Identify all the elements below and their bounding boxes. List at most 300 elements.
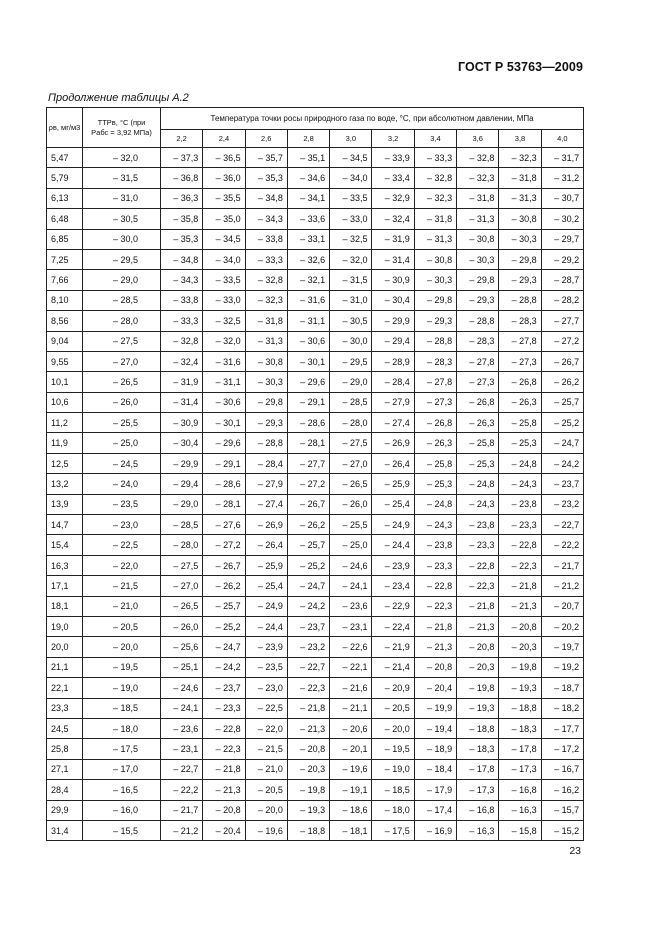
table-row <box>47 148 584 168</box>
dew-point-cell: – 32,3 <box>457 168 499 188</box>
dew-point-cell: – 30,4 <box>372 290 414 310</box>
dew-point-cell: – 30,3 <box>245 372 287 392</box>
rho-cell: 9,04 <box>47 331 83 351</box>
dew-point-cell: – 23,4 <box>372 576 414 596</box>
rho-cell: 6,13 <box>47 188 83 208</box>
dew-point-cell: – 21,3 <box>499 596 541 616</box>
column-header-ttr-line2: Pабс = 3,92 МПа) <box>91 127 152 137</box>
dew-point-cell: – 33,3 <box>414 148 456 168</box>
dew-point-cell: – 23,3 <box>414 555 456 575</box>
dew-point-cell: – 22,3 <box>499 555 541 575</box>
dew-point-cell: – 35,3 <box>161 229 203 249</box>
dew-point-cell: – 24,7 <box>541 433 583 453</box>
dew-point-cell: – 17,7 <box>541 718 583 738</box>
dew-point-cell: – 28,7 <box>541 270 583 290</box>
dew-point-cell: – 31,3 <box>245 331 287 351</box>
dew-point-cell: – 22,6 <box>330 637 372 657</box>
dew-point-cell: – 19,4 <box>414 718 456 738</box>
table-row <box>47 657 584 677</box>
dew-point-cell: – 30,6 <box>203 392 245 412</box>
dew-point-cell: – 27,9 <box>372 392 414 412</box>
dew-point-cell: – 29,9 <box>372 311 414 331</box>
dew-point-cell: – 24,2 <box>203 657 245 677</box>
ttr-cell: – 21,0 <box>83 596 161 616</box>
dew-point-cell: – 21,0 <box>245 759 287 779</box>
dew-point-cell: – 20,4 <box>203 820 245 840</box>
dew-point-cell: – 26,8 <box>457 392 499 412</box>
dew-point-cell: – 31,8 <box>457 188 499 208</box>
dew-point-cell: – 17,3 <box>457 780 499 800</box>
dew-point-cell: – 18,9 <box>414 739 456 759</box>
pressure-header-cell: 2,6 <box>245 130 287 148</box>
dew-point-cell: – 30,3 <box>457 249 499 269</box>
dew-point-cell: – 26,4 <box>245 535 287 555</box>
dew-point-cell: – 19,3 <box>287 800 329 820</box>
ttr-cell: – 24,5 <box>83 453 161 473</box>
dew-point-cell: – 29,8 <box>499 249 541 269</box>
dew-point-cell: – 32,8 <box>245 270 287 290</box>
table-row <box>47 433 584 453</box>
dew-point-cell: – 25,2 <box>287 555 329 575</box>
dew-point-cell: – 30,7 <box>541 188 583 208</box>
dew-point-cell: – 19,1 <box>330 780 372 800</box>
dew-point-cell: – 25,2 <box>203 616 245 636</box>
dew-point-cell: – 33,1 <box>287 229 329 249</box>
dew-point-cell: – 25,9 <box>372 474 414 494</box>
table-row <box>47 759 584 779</box>
dew-point-cell: – 29,8 <box>414 290 456 310</box>
ttr-cell: – 17,0 <box>83 759 161 779</box>
dew-point-cell: – 20,2 <box>541 616 583 636</box>
rho-cell: 18,1 <box>47 596 83 616</box>
dew-point-cell: – 19,0 <box>372 759 414 779</box>
dew-point-cell: – 30,8 <box>414 249 456 269</box>
dew-point-cell: – 34,8 <box>161 249 203 269</box>
dew-point-cell: – 20,8 <box>414 657 456 677</box>
table-row <box>47 820 584 840</box>
dew-point-cell: – 31,3 <box>414 229 456 249</box>
dew-point-cell: – 18,4 <box>414 759 456 779</box>
ttr-cell: – 18,0 <box>83 718 161 738</box>
page-number: 23 <box>569 845 581 857</box>
dew-point-cell: – 23,7 <box>203 678 245 698</box>
dew-point-cell: – 25,7 <box>203 596 245 616</box>
dew-point-cell: – 24,3 <box>414 515 456 535</box>
dew-point-cell: – 27,4 <box>372 413 414 433</box>
pressure-header-cell: 2,2 <box>161 130 203 148</box>
dew-point-cell: – 28,3 <box>499 311 541 331</box>
dew-point-cell: – 18,8 <box>499 698 541 718</box>
dew-point-cell: – 32,8 <box>457 148 499 168</box>
dew-point-cell: – 32,3 <box>414 188 456 208</box>
dew-point-cell: – 27,7 <box>287 453 329 473</box>
rho-cell: 20,0 <box>47 637 83 657</box>
dew-point-cell: – 25,8 <box>414 453 456 473</box>
rho-cell: 7,66 <box>47 270 83 290</box>
dew-point-cell: – 19,2 <box>541 657 583 677</box>
dew-point-cell: – 29,6 <box>203 433 245 453</box>
dew-point-cell: – 19,8 <box>287 780 329 800</box>
dew-point-cell: – 28,8 <box>414 331 456 351</box>
rho-cell: 22,1 <box>47 678 83 698</box>
dew-point-cell: – 34,8 <box>245 188 287 208</box>
ttr-cell: – 20,0 <box>83 637 161 657</box>
dew-point-cell: – 24,6 <box>161 678 203 698</box>
dew-point-cell: – 20,9 <box>372 678 414 698</box>
dew-point-cell: – 22,3 <box>414 596 456 616</box>
dew-point-cell: – 31,8 <box>245 311 287 331</box>
dew-point-cell: – 31,0 <box>330 290 372 310</box>
ttr-cell: – 28,5 <box>83 290 161 310</box>
dew-point-cell: – 21,8 <box>457 596 499 616</box>
dew-point-cell: – 29,8 <box>457 270 499 290</box>
table-row <box>47 596 584 616</box>
rho-cell: 13,9 <box>47 494 83 514</box>
dew-point-cell: – 31,6 <box>287 290 329 310</box>
dew-point-cell: – 33,6 <box>287 209 329 229</box>
table-row <box>47 453 584 473</box>
pressure-header-cell: 3,6 <box>457 130 499 148</box>
rho-cell: 8,10 <box>47 290 83 310</box>
rho-cell: 5,79 <box>47 168 83 188</box>
dew-point-cell: – 24,2 <box>287 596 329 616</box>
ttr-cell: – 25,0 <box>83 433 161 453</box>
dew-point-cell: – 31,8 <box>499 168 541 188</box>
dew-point-cell: – 27,8 <box>414 372 456 392</box>
dew-point-cell: – 17,9 <box>414 780 456 800</box>
dew-point-cell: – 24,2 <box>541 453 583 473</box>
ttr-cell: – 16,0 <box>83 800 161 820</box>
rho-cell: 10,6 <box>47 392 83 412</box>
dew-point-cell: – 28,6 <box>203 474 245 494</box>
dew-point-cell: – 29,3 <box>245 413 287 433</box>
dew-point-cell: – 26,8 <box>499 372 541 392</box>
rho-cell: 31,4 <box>47 820 83 840</box>
dew-point-cell: – 21,7 <box>541 555 583 575</box>
table-row <box>47 678 584 698</box>
dew-point-cell: – 31,7 <box>541 148 583 168</box>
ttr-cell: – 21,5 <box>83 576 161 596</box>
dew-point-cell: – 20,8 <box>287 739 329 759</box>
table-row <box>47 616 584 636</box>
rho-cell: 23,3 <box>47 698 83 718</box>
dew-point-cell: – 22,3 <box>287 678 329 698</box>
dew-point-cell: – 23,7 <box>287 616 329 636</box>
dew-point-cell: – 21,6 <box>330 678 372 698</box>
dew-point-cell: – 27,6 <box>203 515 245 535</box>
ttr-cell: – 16,5 <box>83 780 161 800</box>
dew-point-cell: – 22,8 <box>499 535 541 555</box>
dew-point-cell: – 31,9 <box>161 372 203 392</box>
dew-point-cell: – 35,3 <box>245 168 287 188</box>
dew-point-cell: – 30,6 <box>287 331 329 351</box>
rho-cell: 24,5 <box>47 718 83 738</box>
dew-point-cell: – 16,3 <box>457 820 499 840</box>
table-row <box>47 515 584 535</box>
dew-point-cell: – 21,3 <box>414 637 456 657</box>
dew-point-cell: – 26,0 <box>161 616 203 636</box>
table-row <box>47 249 584 269</box>
dew-point-cell: – 27,5 <box>161 555 203 575</box>
dew-point-cell: – 18,3 <box>499 718 541 738</box>
ttr-cell: – 22,5 <box>83 535 161 555</box>
dew-point-table <box>46 107 584 841</box>
dew-point-cell: – 24,9 <box>372 515 414 535</box>
dew-point-cell: – 24,3 <box>457 494 499 514</box>
rho-cell: 12,5 <box>47 453 83 473</box>
dew-point-cell: – 18,0 <box>372 800 414 820</box>
dew-point-cell: – 33,9 <box>372 148 414 168</box>
dew-point-cell: – 33,5 <box>330 188 372 208</box>
dew-point-cell: – 16,3 <box>499 800 541 820</box>
dew-point-cell: – 33,5 <box>203 270 245 290</box>
dew-point-cell: – 32,4 <box>161 351 203 371</box>
dew-point-cell: – 32,0 <box>203 331 245 351</box>
table-row <box>47 209 584 229</box>
dew-point-cell: – 27,0 <box>330 453 372 473</box>
dew-point-cell: – 32,1 <box>287 270 329 290</box>
dew-point-cell: – 34,5 <box>330 148 372 168</box>
dew-point-cell: – 25,3 <box>414 474 456 494</box>
table-row <box>47 413 584 433</box>
rho-cell: 14,7 <box>47 515 83 535</box>
dew-point-cell: – 26,9 <box>372 433 414 453</box>
column-header-ttr-line1: ТТРв, °С (при <box>97 117 146 127</box>
dew-point-cell: – 33,8 <box>245 229 287 249</box>
dew-point-cell: – 29,3 <box>414 311 456 331</box>
ttr-cell: – 30,5 <box>83 209 161 229</box>
ttr-cell: – 19,5 <box>83 657 161 677</box>
rho-cell: 6,85 <box>47 229 83 249</box>
table-row <box>47 780 584 800</box>
dew-point-cell: – 33,8 <box>161 290 203 310</box>
dew-point-cell: – 19,7 <box>541 637 583 657</box>
dew-point-cell: – 28,0 <box>330 413 372 433</box>
dew-point-cell: – 23,1 <box>161 739 203 759</box>
rho-cell: 7,25 <box>47 249 83 269</box>
dew-point-cell: – 24,7 <box>287 576 329 596</box>
dew-point-cell: – 16,2 <box>541 780 583 800</box>
dew-point-cell: – 31,4 <box>161 392 203 412</box>
dew-point-cell: – 16,7 <box>541 759 583 779</box>
dew-point-cell: – 19,8 <box>457 678 499 698</box>
ttr-cell: – 25,5 <box>83 413 161 433</box>
dew-point-cell: – 34,0 <box>330 168 372 188</box>
dew-point-cell: – 22,8 <box>457 555 499 575</box>
dew-point-cell: – 30,8 <box>245 351 287 371</box>
dew-point-cell: – 25,6 <box>161 637 203 657</box>
dew-point-cell: – 28,4 <box>372 372 414 392</box>
dew-point-cell: – 28,4 <box>245 453 287 473</box>
dew-point-cell: – 30,8 <box>457 229 499 249</box>
dew-point-cell: – 24,8 <box>499 453 541 473</box>
dew-point-cell: – 19,6 <box>330 759 372 779</box>
pressure-header-cell: 3,2 <box>372 130 414 148</box>
dew-point-cell: – 26,7 <box>287 494 329 514</box>
dew-point-cell: – 26,0 <box>330 494 372 514</box>
table-row <box>47 576 584 596</box>
dew-point-cell: – 21,1 <box>330 698 372 718</box>
dew-point-cell: – 22,8 <box>414 576 456 596</box>
dew-point-cell: – 34,6 <box>287 168 329 188</box>
dew-point-cell: – 23,1 <box>330 616 372 636</box>
ttr-cell: – 29,0 <box>83 270 161 290</box>
dew-point-cell: – 36,8 <box>161 168 203 188</box>
dew-point-cell: – 26,5 <box>330 474 372 494</box>
dew-point-cell: – 35,1 <box>287 148 329 168</box>
dew-point-cell: – 35,5 <box>203 188 245 208</box>
dew-point-cell: – 29,3 <box>457 290 499 310</box>
dew-point-cell: – 36,5 <box>203 148 245 168</box>
dew-point-cell: – 32,9 <box>372 188 414 208</box>
ttr-cell: – 18,5 <box>83 698 161 718</box>
dew-point-cell: – 26,8 <box>414 413 456 433</box>
table-row <box>47 800 584 820</box>
dew-point-cell: – 20,3 <box>287 759 329 779</box>
dew-point-cell: – 26,3 <box>499 392 541 412</box>
table-row <box>47 494 584 514</box>
dew-point-cell: – 30,9 <box>372 270 414 290</box>
dew-point-cell: – 37,3 <box>161 148 203 168</box>
dew-point-cell: – 21,3 <box>203 780 245 800</box>
dew-point-cell: – 25,0 <box>330 535 372 555</box>
column-header-rho: ρв, мг/м3 <box>47 108 83 148</box>
rho-cell: 21,1 <box>47 657 83 677</box>
dew-point-cell: – 20,1 <box>330 739 372 759</box>
dew-point-cell: – 23,6 <box>161 718 203 738</box>
dew-point-cell: – 29,5 <box>330 351 372 371</box>
dew-point-cell: – 28,2 <box>541 290 583 310</box>
dew-point-cell: – 22,8 <box>203 718 245 738</box>
dew-point-cell: – 28,5 <box>161 515 203 535</box>
dew-point-cell: – 19,6 <box>245 820 287 840</box>
dew-point-cell: – 18,1 <box>330 820 372 840</box>
dew-point-cell: – 30,4 <box>161 433 203 453</box>
dew-point-cell: – 19,8 <box>499 657 541 677</box>
table-row <box>47 555 584 575</box>
dew-point-cell: – 29,0 <box>161 494 203 514</box>
pressure-header-cell: 2,8 <box>287 130 329 148</box>
table-row <box>47 168 584 188</box>
dew-point-cell: – 22,7 <box>541 515 583 535</box>
dew-point-cell: – 27,0 <box>161 576 203 596</box>
dew-point-cell: – 15,7 <box>541 800 583 820</box>
dew-point-cell: – 23,2 <box>541 494 583 514</box>
dew-point-cell: – 34,1 <box>287 188 329 208</box>
ttr-cell: – 32,0 <box>83 148 161 168</box>
ttr-cell: – 28,0 <box>83 311 161 331</box>
dew-point-cell: – 29,1 <box>287 392 329 412</box>
dew-point-cell: – 31,9 <box>372 229 414 249</box>
dew-point-cell: – 32,3 <box>245 290 287 310</box>
dew-point-cell: – 21,4 <box>372 657 414 677</box>
dew-point-cell: – 30,2 <box>541 209 583 229</box>
dew-point-cell: – 22,0 <box>245 718 287 738</box>
dew-point-cell: – 26,7 <box>541 351 583 371</box>
dew-point-cell: – 36,0 <box>203 168 245 188</box>
dew-point-cell: – 18,6 <box>330 800 372 820</box>
dew-point-cell: – 31,3 <box>457 209 499 229</box>
dew-point-cell: – 23,7 <box>541 474 583 494</box>
dew-point-cell: – 24,3 <box>499 474 541 494</box>
dew-point-cell: – 28,3 <box>414 351 456 371</box>
ttr-cell: – 24,0 <box>83 474 161 494</box>
dew-point-cell: – 24,4 <box>245 616 287 636</box>
dew-point-cell: – 27,3 <box>499 351 541 371</box>
dew-point-cell: – 17,5 <box>372 820 414 840</box>
rho-cell: 15,4 <box>47 535 83 555</box>
dew-point-cell: – 25,8 <box>457 433 499 453</box>
dew-point-cell: – 35,7 <box>245 148 287 168</box>
dew-point-cell: – 23,8 <box>414 535 456 555</box>
dew-point-cell: – 17,3 <box>499 759 541 779</box>
dew-point-cell: – 15,8 <box>499 820 541 840</box>
dew-point-cell: – 31,2 <box>541 168 583 188</box>
ttr-cell: – 26,5 <box>83 372 161 392</box>
dew-point-cell: – 31,1 <box>203 372 245 392</box>
rho-cell: 13,2 <box>47 474 83 494</box>
dew-point-cell: – 23,8 <box>499 494 541 514</box>
dew-point-cell: – 25,7 <box>541 392 583 412</box>
ttr-cell: – 15,5 <box>83 820 161 840</box>
dew-point-cell: – 31,6 <box>203 351 245 371</box>
dew-point-cell: – 33,3 <box>161 311 203 331</box>
ttr-cell: – 17,5 <box>83 739 161 759</box>
dew-point-cell: – 26,2 <box>203 576 245 596</box>
dew-point-cell: – 21,3 <box>287 718 329 738</box>
document-header: ГОСТ Р 53763—2009 <box>457 60 583 74</box>
dew-point-cell: – 20,5 <box>372 698 414 718</box>
dew-point-cell: – 19,5 <box>372 739 414 759</box>
dew-point-cell: – 25,4 <box>245 576 287 596</box>
dew-point-cell: – 18,7 <box>541 678 583 698</box>
dew-point-cell: – 27,2 <box>203 535 245 555</box>
dew-point-cell: – 24,1 <box>330 576 372 596</box>
dew-point-cell: – 27,2 <box>541 331 583 351</box>
rho-cell: 28,4 <box>47 780 83 800</box>
dew-point-cell: – 25,5 <box>330 515 372 535</box>
dew-point-cell: – 20,4 <box>414 678 456 698</box>
dew-point-cell: – 23,9 <box>372 555 414 575</box>
dew-point-cell: – 32,0 <box>330 249 372 269</box>
dew-point-cell: – 25,8 <box>499 413 541 433</box>
dew-point-cell: – 20,0 <box>245 800 287 820</box>
dew-point-cell: – 18,5 <box>372 780 414 800</box>
column-header-ttr <box>83 108 161 148</box>
dew-point-cell: – 30,9 <box>161 413 203 433</box>
table-row <box>47 311 584 331</box>
dew-point-cell: – 32,8 <box>414 168 456 188</box>
dew-point-cell: – 27,8 <box>457 351 499 371</box>
table-row <box>47 229 584 249</box>
rho-cell: 19,0 <box>47 616 83 636</box>
table-row <box>47 290 584 310</box>
dew-point-cell: – 29,6 <box>287 372 329 392</box>
dew-point-cell: – 21,8 <box>203 759 245 779</box>
dew-point-cell: – 27,7 <box>541 311 583 331</box>
dew-point-cell: – 31,1 <box>287 311 329 331</box>
rho-cell: 9,55 <box>47 351 83 371</box>
dew-point-cell: – 24,8 <box>414 494 456 514</box>
dew-point-cell: – 20,5 <box>245 780 287 800</box>
dew-point-cell: – 32,3 <box>499 148 541 168</box>
dew-point-cell: – 31,5 <box>330 270 372 290</box>
ttr-cell: – 26,0 <box>83 392 161 412</box>
dew-point-cell: – 21,9 <box>372 637 414 657</box>
dew-point-cell: – 26,5 <box>161 596 203 616</box>
dew-point-cell: – 17,4 <box>414 800 456 820</box>
dew-point-cell: – 28,8 <box>457 311 499 331</box>
